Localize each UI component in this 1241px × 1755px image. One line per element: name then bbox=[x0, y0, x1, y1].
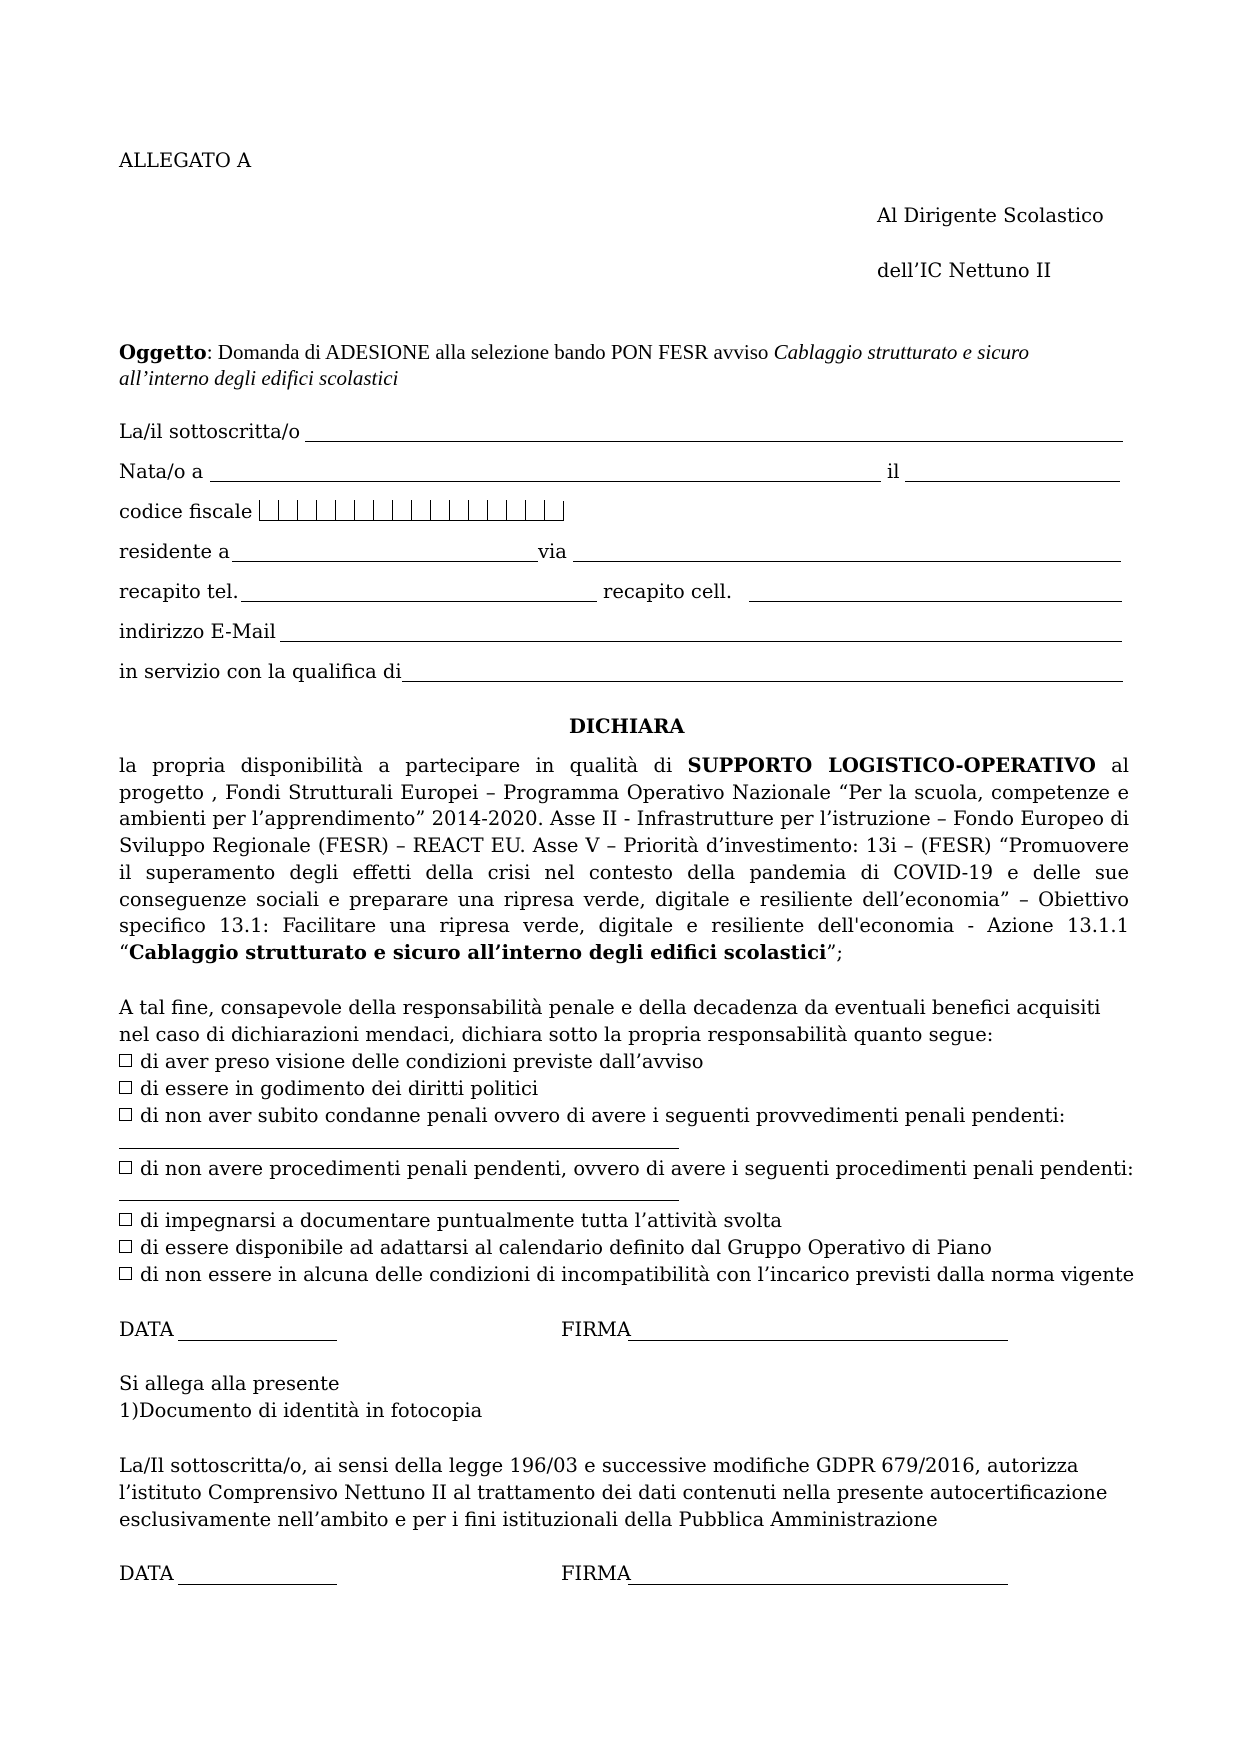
list-item: di non essere in alcuna delle condizioni di incompatibilità con l’incarico previsti dalla norma vigente bbox=[119, 1263, 1134, 1287]
ruolo-supporto: SUPPORTO LOGISTICO-OPERATIVO bbox=[687, 754, 1096, 777]
nato-a-field[interactable] bbox=[210, 481, 881, 482]
codice-fiscale-label: codice fiscale bbox=[119, 500, 253, 523]
oggetto-italic-2: all’interno degli edifici scolastici bbox=[119, 366, 399, 390]
data-label: DATA bbox=[119, 1562, 174, 1585]
residente-label: residente a bbox=[119, 540, 230, 563]
codice-fiscale-boxes[interactable] bbox=[259, 500, 564, 523]
oggetto-italic-1: Cablaggio strutturato e sicuro bbox=[773, 340, 1029, 364]
checkbox-icon[interactable] bbox=[119, 1108, 132, 1121]
sottoscritto-field[interactable] bbox=[305, 441, 1123, 442]
list-item: di non aver subito condanne penali ovvero di avere i seguenti provvedimenti penali pendenti: bbox=[119, 1104, 1065, 1128]
recapito-tel-field[interactable] bbox=[241, 601, 597, 602]
checkbox-icon[interactable] bbox=[119, 1081, 132, 1094]
recipient-line-2: dell’IC Nettuno II bbox=[877, 259, 1052, 282]
privacy-line-2: l’istituto Comprensivo Nettuno II al trattamento dei dati contenuti nella presente autocertificazione bbox=[119, 1481, 1108, 1504]
qualifica-field[interactable] bbox=[402, 681, 1123, 682]
recapito-cell-field[interactable] bbox=[749, 601, 1122, 602]
recipient-line-1: Al Dirigente Scolastico bbox=[877, 204, 1104, 227]
checkbox-icon[interactable] bbox=[119, 1213, 132, 1226]
residente-field[interactable] bbox=[232, 561, 538, 562]
checkbox-icon[interactable] bbox=[119, 1054, 132, 1067]
oggetto-text: : Domanda di ADESIONE alla selezione bando PON FESR avviso bbox=[206, 340, 774, 364]
checkbox-icon[interactable] bbox=[119, 1161, 132, 1174]
list-item: di non avere procedimenti penali pendenti, ovvero di avere i seguenti procedimenti penali pendenti: bbox=[119, 1157, 1134, 1181]
recapito-tel-label: recapito tel. bbox=[119, 580, 239, 603]
data-label: DATA bbox=[119, 1318, 174, 1341]
list-item: di aver preso visione delle condizioni previste dall’avviso bbox=[119, 1050, 703, 1074]
allegati-line-2: 1)Documento di identità in fotocopia bbox=[119, 1399, 483, 1422]
allegato-label: ALLEGATO A bbox=[119, 149, 252, 172]
data-field[interactable] bbox=[178, 1584, 337, 1585]
via-label: via bbox=[538, 540, 567, 563]
email-label: indirizzo E-Mail bbox=[119, 620, 276, 643]
data-nascita-field[interactable] bbox=[905, 481, 1120, 482]
privacy-line-3: esclusivamente nell’ambito e per i fini istituzionali della Pubblica Amministrazione bbox=[119, 1508, 938, 1531]
checkbox-icon[interactable] bbox=[119, 1267, 132, 1280]
oggetto-label: Oggetto bbox=[119, 341, 207, 364]
data-field[interactable] bbox=[178, 1340, 337, 1341]
titolo-progetto: Cablaggio strutturato e sicuro all’interno degli edifici scolastici bbox=[128, 940, 827, 964]
procedimenti-field[interactable] bbox=[119, 1200, 679, 1201]
privacy-line-1: La/Il sottoscritta/o, ai sensi della legge 196/03 e successive modifiche GDPR 679/2016, autorizza bbox=[119, 1454, 1079, 1477]
list-item: di essere disponibile ad adattarsi al calendario definito dal Gruppo Operativo di Piano bbox=[119, 1236, 992, 1260]
firma-field[interactable] bbox=[628, 1584, 1008, 1585]
list-item: di impegnarsi a documentare puntualmente tutta l’attività svolta bbox=[119, 1209, 782, 1233]
dichiara-paragraph: la propria disponibilità a partecipare in qualità di SUPPORTO LOGISTICO-OPERATIVO al progetto , Fondi Strutturali Europei – Programma Operativo Nazionale “Per la scuola, competenze e ambienti per l’apprendimento” 2014-2020. Asse II - Infrastrutture per l’istruzione – Fondo Europeo di Sviluppo Regionale (FESR) – REACT EU. Asse V – Priorità d’investimento: 13i – (FESR) “Promuovere il superamento degli effetti della crisi nel contesto della pandemia di COVID-19 e delle sue conseguenze sociali e preparare una ripresa verde, digitale e resiliente dell’economia” – Obiettivo specifico 13.1: Facilitare una ripresa verde, digitale e resiliente dell'economia - Azione 13.1.1 “Cablaggio strutturato e sicuro all’interno degli edifici scolastici”; bbox=[119, 754, 1129, 964]
email-field[interactable] bbox=[280, 641, 1122, 642]
qualifica-label: in servizio con la qualifica di bbox=[119, 660, 402, 683]
provvedimenti-field[interactable] bbox=[119, 1148, 679, 1149]
firma-label: FIRMA bbox=[561, 1562, 631, 1585]
codice-fiscale-row bbox=[119, 500, 564, 524]
checkbox-icon[interactable] bbox=[119, 1240, 132, 1253]
dichiara-heading: DICHIARA bbox=[569, 715, 685, 738]
nato-a-label: Nata/o a bbox=[119, 460, 204, 483]
allegati-line-1: Si allega alla presente bbox=[119, 1372, 340, 1395]
via-field[interactable] bbox=[573, 561, 1121, 562]
firma-label: FIRMA bbox=[561, 1318, 631, 1341]
oggetto-line-1 bbox=[119, 340, 1029, 365]
intro-line-1: A tal fine, consapevole della responsabilità penale e della decadenza da eventuali benefici acquisiti bbox=[119, 996, 1101, 1019]
firma-field[interactable] bbox=[628, 1340, 1008, 1341]
list-item: di essere in godimento dei diritti politici bbox=[119, 1077, 538, 1101]
il-label: il bbox=[887, 460, 900, 483]
sottoscritto-label: La/il sottoscritta/o bbox=[119, 420, 301, 443]
recapito-cell-label: recapito cell. bbox=[603, 580, 733, 603]
intro-line-2: nel caso di dichiarazioni mendaci, dichiara sotto la propria responsabilità quanto segue: bbox=[119, 1023, 994, 1046]
